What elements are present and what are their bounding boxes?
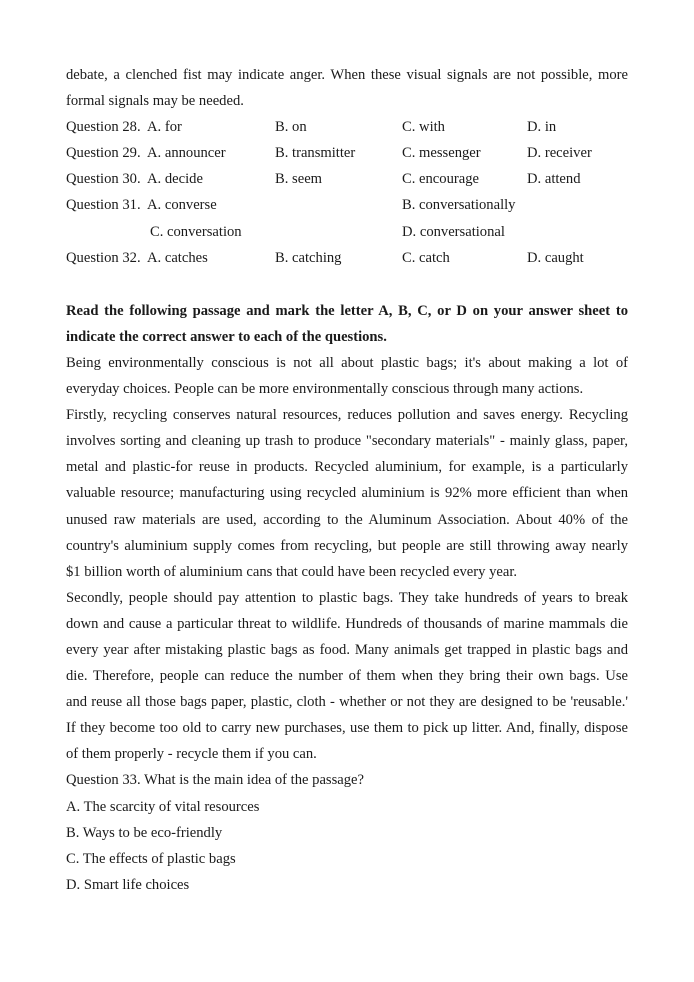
question-28 bbox=[66, 114, 628, 140]
passage-line: Secondly, people should pay attention to plastic bags. They take hundreds of years to break bbox=[66, 589, 628, 606]
passage-line: country's aluminium supply comes from recycling, but people are still throwing away nearly bbox=[66, 537, 628, 554]
question-31-row-2 bbox=[66, 219, 628, 245]
document-page bbox=[66, 62, 628, 898]
cloze-question-list bbox=[66, 114, 628, 271]
question-label: Question 31. bbox=[66, 197, 141, 214]
option-c: C. messenger bbox=[402, 145, 481, 162]
option-a: A. catches bbox=[147, 249, 208, 266]
passage-line: unused raw materials are used, according to the Aluminum Association. About 40% of the bbox=[66, 511, 628, 528]
option-d: D. receiver bbox=[527, 145, 592, 162]
text-line: formal signals may be needed. bbox=[66, 93, 244, 110]
passage-line: involves sorting and cleaning up trash to produce "secondary materials" - mainly glass, paper, bbox=[66, 433, 628, 450]
reading-passage bbox=[66, 350, 628, 768]
option-c: C. catch bbox=[402, 249, 450, 266]
passage-line: of them properly - recycle them if you can. bbox=[66, 746, 317, 763]
question-31 bbox=[66, 192, 628, 218]
option-c: C. encourage bbox=[402, 171, 479, 188]
option-a: A. announcer bbox=[147, 145, 226, 162]
text-line: debate, a clenched fist may indicate anger. When these visual signals are not possible, more bbox=[66, 67, 628, 83]
option-b: B. conversationally bbox=[402, 197, 516, 214]
option-d: D. caught bbox=[527, 249, 584, 266]
passage-line: every year after mistaking plastic bags as food. Many animals get trapped in plastic bags and bbox=[66, 641, 628, 658]
instruction-line: Read the following passage and mark the letter A, B, C, or D on your answer sheet to bbox=[66, 302, 628, 319]
question-label: Question 28. bbox=[66, 119, 141, 136]
passage-line: If they become too old to carry new purchases, use them to pick up litter. And, finally, dispose bbox=[66, 720, 628, 737]
question-30 bbox=[66, 166, 628, 192]
option-d: D. conversational bbox=[402, 223, 505, 240]
question-stem: Question 33. What is the main idea of the passage? bbox=[66, 772, 365, 789]
option-c: C. conversation bbox=[150, 223, 242, 240]
instruction-line: indicate the correct answer to each of the questions. bbox=[66, 328, 387, 345]
question-label: Question 32. bbox=[66, 249, 141, 266]
option-c: C. with bbox=[402, 119, 445, 136]
question-29 bbox=[66, 140, 628, 166]
option-d: D. attend bbox=[527, 171, 581, 188]
passage-line: die. Therefore, people can reduce the number of them when they bring their own bags. Use bbox=[66, 668, 628, 685]
question-32 bbox=[66, 245, 628, 271]
option-c: C. The effects of plastic bags bbox=[66, 850, 236, 867]
question-label: Question 30. bbox=[66, 171, 141, 188]
question-33 bbox=[66, 767, 628, 897]
passage-line: down and cause a particular threat to wildlife. Hundreds of thousands of marine mammals die bbox=[66, 615, 628, 632]
passage-line: Firstly, recycling conserves natural resources, reduces pollution and saves energy. Recycling bbox=[66, 407, 628, 424]
passage-line: metal and plastic-for reuse in products. Recycled aluminium, for example, is a particularly bbox=[66, 459, 628, 476]
passage-line: valuable resource; manufacturing using recycled aluminium is 92% more efficient than when bbox=[66, 485, 628, 502]
option-a: A. decide bbox=[147, 171, 203, 188]
option-b: B. catching bbox=[275, 249, 342, 266]
section-spacer bbox=[66, 271, 628, 298]
option-a: A. converse bbox=[147, 197, 217, 214]
option-d: D. Smart life choices bbox=[66, 876, 190, 893]
passage-line: $1 billion worth of aluminium cans that could have been recycled every year. bbox=[66, 563, 518, 580]
option-a: A. for bbox=[147, 119, 182, 136]
option-b: B. transmitter bbox=[275, 145, 356, 162]
option-b: B. Ways to be eco-friendly bbox=[66, 824, 223, 841]
option-a: A. The scarcity of vital resources bbox=[66, 798, 260, 815]
option-b: B. seem bbox=[275, 171, 323, 188]
reading-instruction bbox=[66, 298, 628, 350]
question-label: Question 29. bbox=[66, 145, 141, 162]
option-d: D. in bbox=[527, 119, 557, 136]
passage-line: and reuse all those bags paper, plastic, cloth - whether or not they are designed to be 'reusable.' bbox=[66, 694, 628, 711]
option-b: B. on bbox=[275, 119, 307, 136]
passage-line: Being environmentally conscious is not all about plastic bags; it's about making a lot of bbox=[66, 354, 628, 371]
previous-passage-tail bbox=[66, 62, 628, 114]
passage-line: everyday choices. People can be more environmentally conscious through many actions. bbox=[66, 381, 584, 398]
